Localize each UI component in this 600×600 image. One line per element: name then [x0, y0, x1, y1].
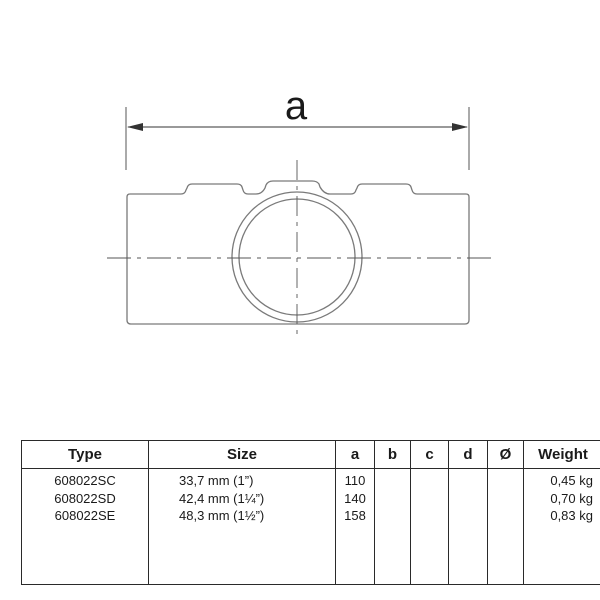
specification-table: [21, 440, 600, 585]
row-3-type: 608022SE: [54, 508, 116, 523]
row-1-a: 110: [344, 473, 366, 488]
row-1-weight: 0,45 kg: [550, 473, 593, 488]
column-a: [336, 469, 375, 585]
header-a: a: [336, 441, 375, 469]
column-weight: [524, 469, 600, 585]
row-1-type: 608022SC: [54, 473, 116, 488]
dimension-arrow-right: [452, 123, 468, 131]
header-b: b: [375, 441, 411, 469]
dimension-label-a: a: [284, 84, 308, 128]
header-type: Type: [22, 441, 149, 469]
header-c: c: [411, 441, 449, 469]
row-2-a: 140: [344, 490, 366, 506]
header-diameter: Ø: [488, 441, 524, 469]
fitting-outline: [127, 181, 469, 324]
header-size: Size: [149, 441, 336, 469]
header-weight: Weight: [524, 441, 600, 469]
column-c: [411, 469, 449, 585]
column-type: [22, 469, 149, 585]
table-header-row: [22, 441, 600, 469]
row-2-type: 608022SD: [54, 490, 116, 506]
row-2-size: 42,4 mm (1¼”): [179, 490, 265, 506]
table-body: [22, 469, 600, 585]
row-3-weight: 0,83 kg: [550, 508, 593, 523]
row-2-weight: 0,70 kg: [550, 490, 593, 506]
row-3-a: 158: [344, 508, 366, 523]
row-3-size: 48,3 mm (1½”): [179, 508, 265, 523]
row-1-size: 33,7 mm (1”): [179, 473, 254, 488]
column-diameter: [488, 469, 524, 585]
column-d: [449, 469, 488, 585]
header-d: d: [449, 441, 488, 469]
column-b: [375, 469, 411, 585]
column-size: [149, 469, 336, 585]
dimension-arrow-left: [127, 123, 143, 131]
